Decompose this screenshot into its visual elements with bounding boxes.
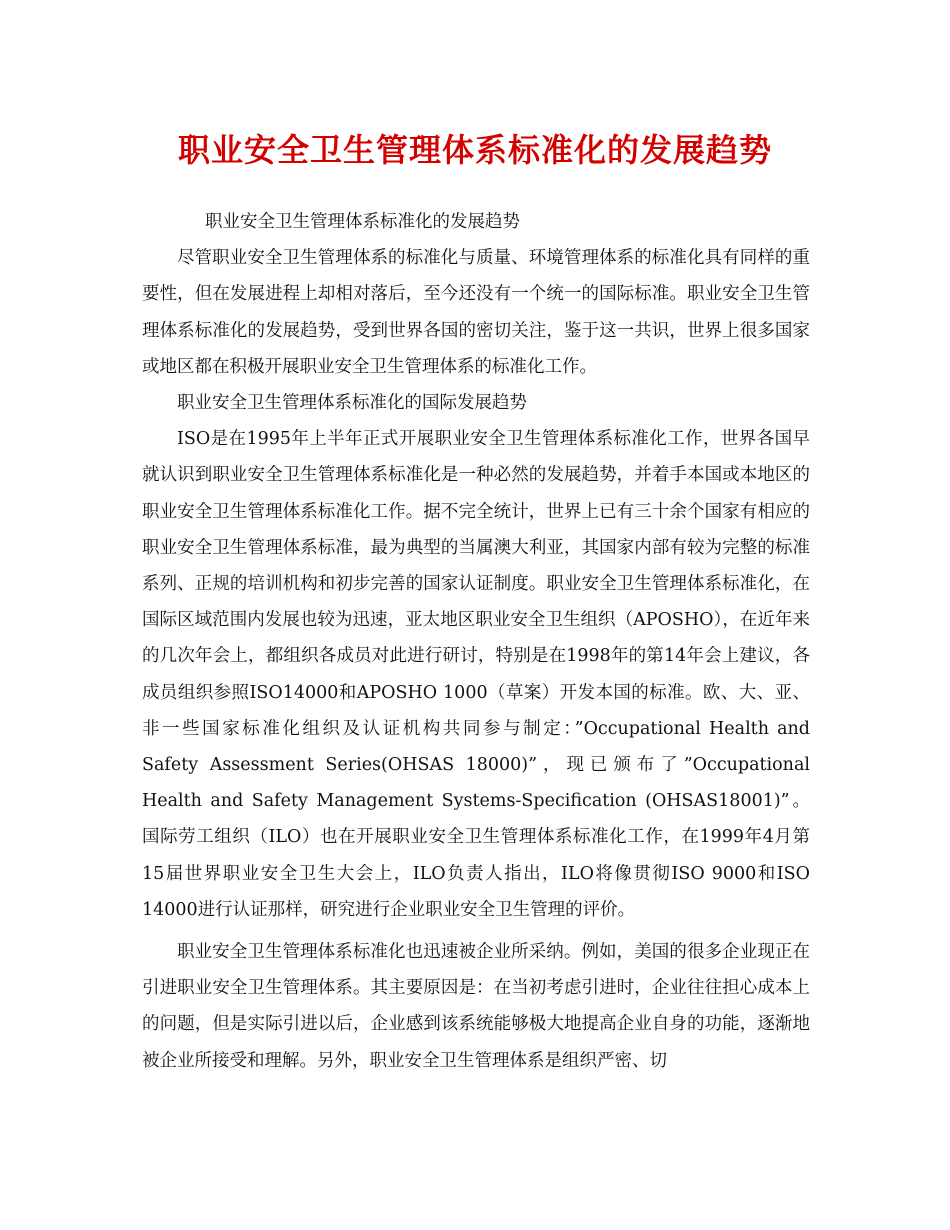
section-heading: 职业安全卫生管理体系标准化的国际发展趋势 [177,393,527,414]
paragraph: ISO是在1995年上半年正式开展职业安全卫生管理体系标准化工作，世界各国早就认识到职业安全卫生管理体系标准化是一种必然的发展趋势，并着手本国或本地区的职业安全卫生管理体系标准化工作。据不完全统计，世界上已有三十余个国家有相应的职业安全卫生管理体系标准，最为典型的当属澳大利亚，其国家内部有较为完整的标准系列、正规的培训机构和初步完善的国家认证制度。职业安全卫生管理体系标准化，在国际区域范围内发展也较为迅速，亚太地区职业安全卫生组织（APOSHO），在近年来的几次年会上，都组织各成员对此进行研讨，特别是在1998年的第14年会上建议，各成员组织参照ISO14000和APOSHO 1000（草案）开发本国的标准。欧、大、亚、非一些国家标准化组织及认证机构共同参与制定：”Occupational Health and Safety Assessment Series(OHSAS 18000)”，现已颁布了”Occupational Health and Safety Management Systems-Specification (OHSAS18001)”。国际劳工组织（ILO）也在开展职业安全卫生管理体系标准化工作，在1999年4月第15届世界职业安全卫生大会上，ILO负责人指出，ILO将像贯彻ISO 9000和ISO 14000进行认证那样，研究进行企业职业安全卫生管理的评价。 [142,429,810,920]
document-title: 职业安全卫生管理体系标准化的发展趋势 [177,131,772,169]
paragraph: 职业安全卫生管理体系标准化也迅速被企业所采纳。例如，美国的很多企业现正在引进职业安全卫生管理体系。其主要原因是：在当初考虑引进时，企业往往担心成本上的问题，但是实际引进以后，企业感到该系统能够极大地提高企业自身的功能，逐渐地被企业所接受和理解。另外，职业安全卫生管理体系是组织严密、切 [142,942,810,1071]
section-heading: 职业安全卫生管理体系标准化的发展趋势 [205,212,520,232]
document-body [142,204,810,1079]
paragraph: 尽管职业安全卫生管理体系的标准化与质量、环境管理体系的标准化具有同样的重要性，但在发展进程上却相对落后，至今还没有一个统一的国际标准。职业安全卫生管理体系标准化的发展趋势，受到世界各国的密切关注，鉴于这一共识，世界上很多国家或地区都在积极开展职业安全卫生管理体系的标准化工作。 [142,248,810,377]
